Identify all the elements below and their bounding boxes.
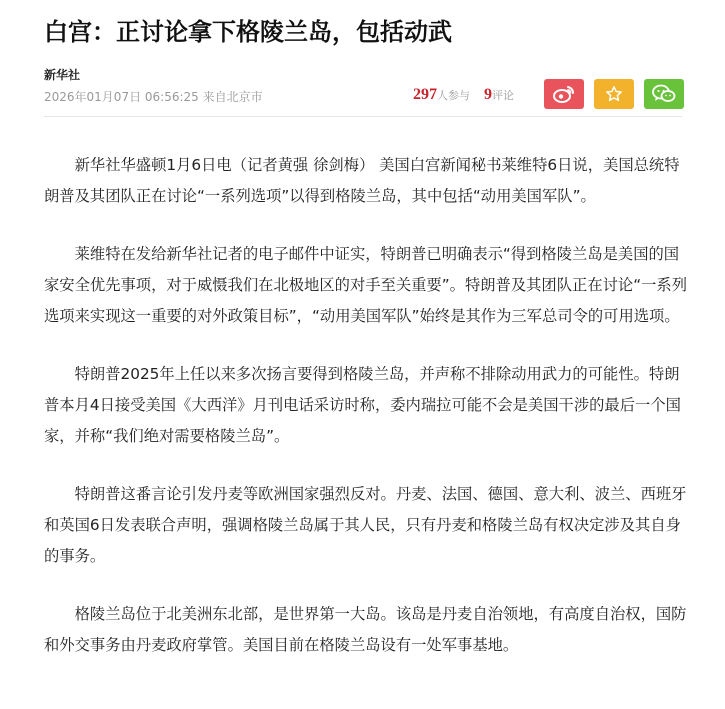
wechat-icon: [652, 84, 676, 104]
star-icon: [605, 85, 623, 103]
article-paragraph: 特朗普这番言论引发丹麦等欧洲国家强烈反对。丹麦、法国、德国、意大利、波兰、西班牙和英国6日发表联合声明，强调格陵兰岛属于其人民，只有丹麦和格陵兰岛有权决定涉及其自身的事务。: [44, 485, 687, 565]
share-weibo-button[interactable]: [544, 79, 584, 109]
article-source: 新华社: [44, 68, 81, 82]
article-origin: 来自北京市: [202, 90, 263, 104]
article-paragraph: 格陵兰岛位于北美洲东北部，是世界第一大岛。该岛是丹麦自治领地，有高度自治权，国防和外交事务由丹麦政府掌管。美国目前在格陵兰岛设有一处军事基地。: [44, 605, 687, 654]
article-meta: [44, 88, 263, 105]
page-title: 白宫：正讨论拿下格陵兰岛，包括动武: [44, 18, 452, 46]
article-body: [44, 150, 692, 688]
participants-count: 297: [413, 86, 437, 103]
favorite-button[interactable]: [594, 79, 634, 109]
participants-label: 人参与: [437, 89, 470, 102]
article-paragraph: 特朗普2025年上任以来多次扬言要得到格陵兰岛，并声称不排除动用武力的可能性。特朗普本月4日接受美国《大西洋》月刊电话采访时称，委内瑞拉可能不会是美国干涉的最后一个国家，并称“我们绝对需要格陵兰岛”。: [44, 365, 681, 445]
comments-label[interactable]: 评论: [492, 89, 514, 102]
engagement-stats: [413, 86, 514, 104]
header-divider: [44, 116, 682, 117]
weibo-icon: [553, 85, 575, 103]
article-paragraph: 莱维特在发给新华社记者的电子邮件中证实，特朗普已明确表示“得到格陵兰岛是美国的国家安全优先事项，对于威慑我们在北极地区的对手至关重要”。特朗普及其团队正在讨论“一系列选项来实现这一重要的对外政策目标”，“动用美国军队”始终是其作为三军总司令的可用选项。: [44, 245, 688, 325]
publish-timestamp: 2026年01月07日 06:56:25: [44, 90, 199, 104]
article-paragraph: 新华社华盛顿1月6日电（记者黄强 徐剑梅） 美国白宫新闻秘书莱维特6日说，美国总统特朗普及其团队正在讨论“一系列选项”以得到格陵兰岛，其中包括“动用美国军队”。: [44, 156, 680, 205]
comments-count[interactable]: 9: [484, 86, 492, 103]
share-wechat-button[interactable]: [644, 79, 684, 109]
